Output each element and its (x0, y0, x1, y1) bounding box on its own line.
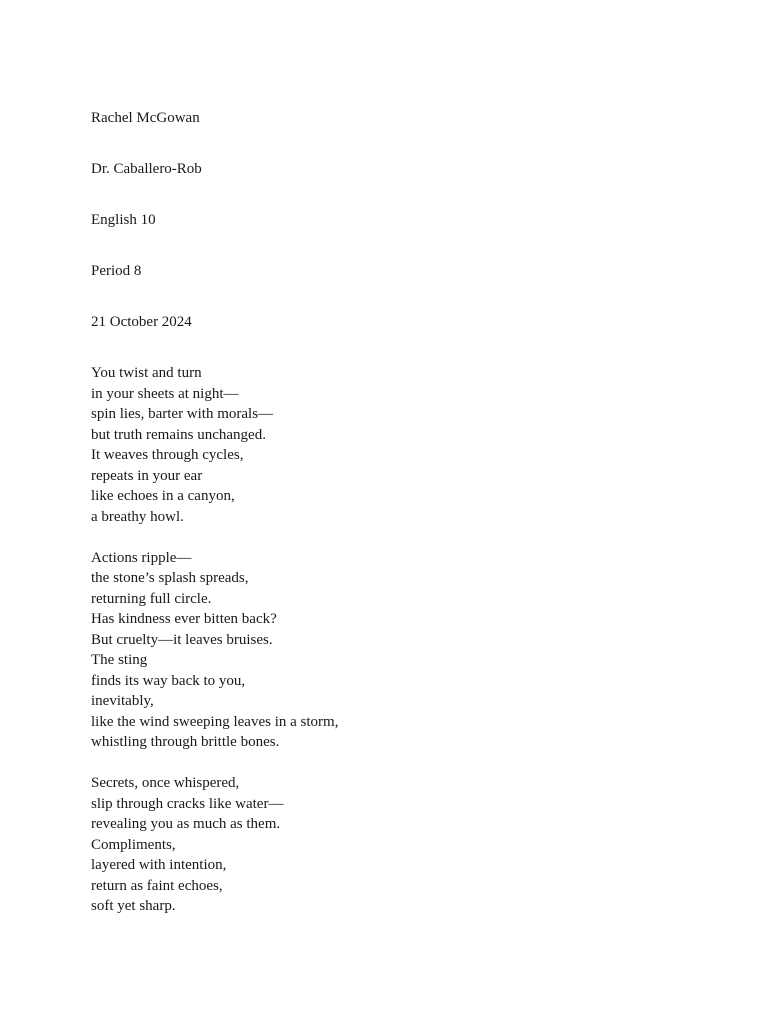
poem-line: but truth remains unchanged. (91, 426, 266, 443)
poem-line: Secrets, once whispered, (91, 775, 240, 791)
course-name: English 10 (91, 212, 156, 228)
poem-stanza (91, 548, 691, 753)
poem-line: But cruelty—it leaves bruises. (91, 631, 273, 648)
poem-line: slip through cracks like water— (91, 795, 284, 812)
mla-heading (91, 108, 691, 363)
class-period: Period 8 (91, 263, 142, 279)
poem-line: whistling through brittle bones. (91, 734, 280, 750)
poem-line: It weaves through cycles, (91, 447, 244, 463)
poem-line: Has kindness ever bitten back? (91, 611, 277, 627)
submission-date: 21 October 2024 (91, 314, 192, 330)
instructor-name: Dr. Caballero-Rob (91, 161, 202, 177)
poem-line: in your sheets at night— (91, 385, 239, 402)
author-name: Rachel McGowan (91, 110, 200, 126)
poem-line: You twist and turn (91, 365, 202, 381)
poem-stanza (91, 773, 691, 917)
poem-line: like the wind sweeping leaves in a storm, (91, 713, 339, 730)
poem-line: return as faint echoes, (91, 877, 223, 894)
poem-line: spin lies, barter with morals— (91, 406, 274, 422)
poem-line: Compliments, (91, 836, 176, 853)
poem-line: like echoes in a canyon, (91, 488, 235, 504)
poem-line: a breathy howl. (91, 508, 184, 525)
poem-line: revealing you as much as them. (91, 816, 281, 832)
poem-line: layered with intention, (91, 857, 227, 873)
poem-line: finds its way back to you, (91, 672, 246, 689)
poem-line: soft yet sharp. (91, 898, 176, 914)
poem-line: The sting (91, 652, 148, 668)
poem-line: inevitably, (91, 693, 154, 709)
poem-line: repeats in your ear (91, 467, 203, 484)
poem-stanza (91, 363, 691, 527)
poem-line: returning full circle. (91, 590, 212, 607)
poem-line: the stone’s splash spreads, (91, 570, 249, 586)
poem-line: Actions ripple— (91, 549, 192, 566)
poem-body (91, 363, 691, 937)
